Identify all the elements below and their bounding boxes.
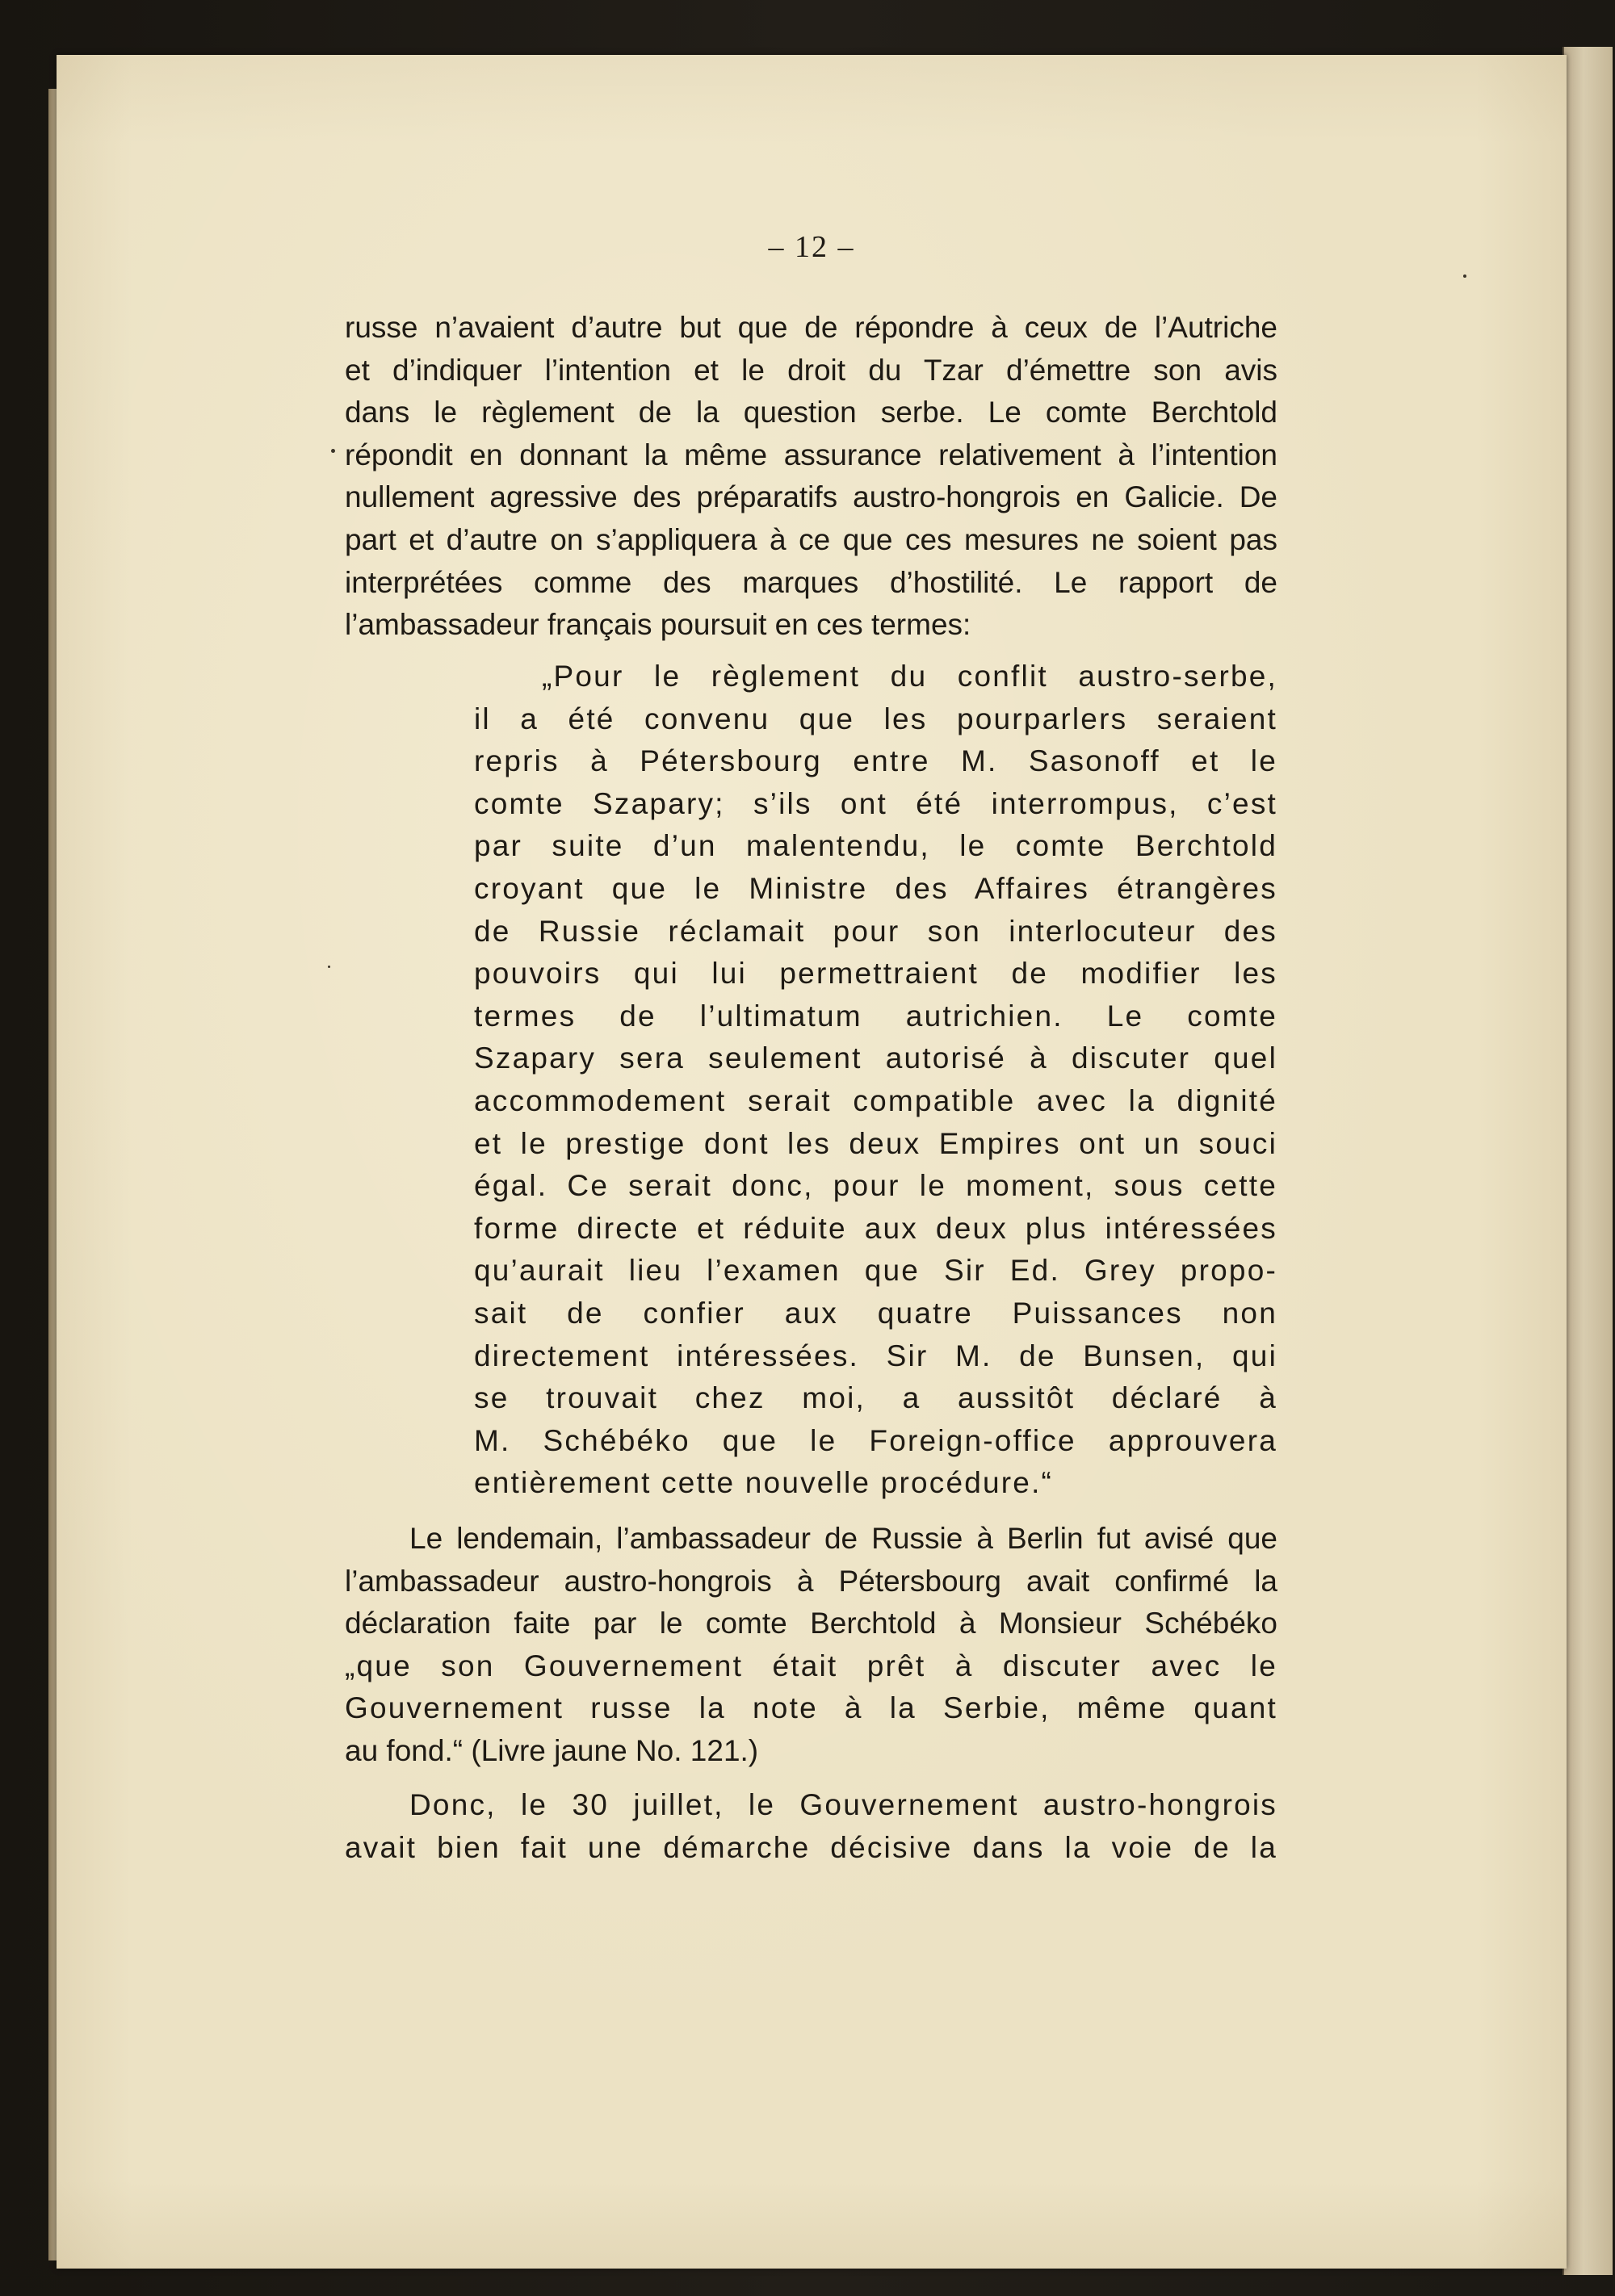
quote-line: de Russie réclamait pour son interlocuteur des xyxy=(474,914,1277,948)
quote-line: M. Schébéko que le Foreign-office approuvera xyxy=(474,1423,1277,1457)
text-line: Donc, le 30 juillet, le Gouvernement austro-hongrois xyxy=(409,1788,1277,1821)
paper-speck xyxy=(1463,274,1466,278)
next-page-edge xyxy=(1563,47,1613,2275)
quote-line: repris à Pétersbourg entre M. Sasonoff et le xyxy=(474,744,1277,778)
paper-speck xyxy=(328,966,330,968)
block-quote xyxy=(474,656,1277,1505)
text-line: nullement agressive des préparatifs austro-hongrois en Galicie. De xyxy=(345,480,1277,514)
text-line: au fond.“ (Livre jaune No. 121.) xyxy=(345,1733,759,1767)
quote-line: il a été convenu que les pourparlers seraient xyxy=(474,702,1277,735)
text-line: déclaration faite par le comte Berchtold à Monsieur Schébéko xyxy=(345,1607,1277,1640)
quote-line: par suite d’un malentendu, le comte Berchtold xyxy=(474,829,1277,863)
quote-line: „Pour le règlement du conflit austro-serbe, xyxy=(542,660,1277,693)
quote-line: pouvoirs qui lui permettraient de modifier les xyxy=(474,957,1277,991)
text-line: „que son Gouvernement était prêt à discuter avec le xyxy=(345,1649,1277,1682)
intro-paragraph xyxy=(345,307,1277,647)
text-line: interprétées comme des marques d’hostilité. Le rapport de xyxy=(345,565,1277,599)
quote-line: accommodement serait compatible avec la dignité xyxy=(474,1083,1277,1117)
donc-paragraph xyxy=(345,1784,1277,1869)
quote-line: directement intéressées. Sir M. de Bunsen, qui xyxy=(474,1339,1277,1372)
text-line: russe n’avaient d’autre but que de répondre à ceux de l’Autriche xyxy=(345,311,1277,344)
quote-line: égal. Ce serait donc, pour le moment, sous cette xyxy=(474,1169,1277,1203)
text-line: l’ambassadeur austro-hongrois à Pétersbourg avait confirmé la xyxy=(345,1564,1277,1598)
quote-line: termes de l’ultimatum autrichien. Le comte xyxy=(474,999,1277,1033)
quote-line: forme directe et réduite aux deux plus intéressées xyxy=(474,1211,1277,1245)
text-line: avait bien fait une démarche décisive dans la voie de la xyxy=(345,1830,1277,1864)
text-line: l’ambassadeur français poursuit en ces termes: xyxy=(345,608,971,642)
page-number: – 12 – xyxy=(768,230,855,264)
quote-line: qu’aurait lieu l’examen que Sir Ed. Grey propo- xyxy=(474,1254,1277,1288)
text-line: part et d’autre on s’appliquera à ce que ces mesures ne soient pas xyxy=(345,522,1277,556)
text-line: Le lendemain, l’ambassadeur de Russie à Berlin fut avisé que xyxy=(409,1522,1277,1555)
quote-line: Szapary sera seulement autorisé à discuter quel xyxy=(474,1041,1277,1075)
text-line: et d’indiquer l’intention et le droit du Tzar d’émettre son avis xyxy=(345,353,1277,387)
text-line: Gouvernement russe la note à la Serbie, même quant xyxy=(345,1691,1277,1725)
quote-line: comte Szapary; s’ils ont été interrompus, c’est xyxy=(474,786,1277,820)
quote-line: croyant que le Ministre des Affaires étrangères xyxy=(474,871,1277,905)
text-line: dans le règlement de la question serbe. Le comte Berchtold xyxy=(345,396,1277,429)
quote-line: et le prestige dont les deux Empires ont un souci xyxy=(474,1126,1277,1160)
quote-line: se trouvait chez moi, a aussitôt déclaré à xyxy=(474,1381,1277,1415)
text-line: répondit en donnant la même assurance relativement à l’intention xyxy=(345,438,1277,471)
lendemain-paragraph xyxy=(345,1518,1277,1773)
quote-line: entièrement cette nouvelle procédure.“ xyxy=(474,1466,1054,1500)
paper-speck xyxy=(331,449,335,453)
quote-line: sait de confier aux quatre Puissances non xyxy=(474,1296,1277,1330)
